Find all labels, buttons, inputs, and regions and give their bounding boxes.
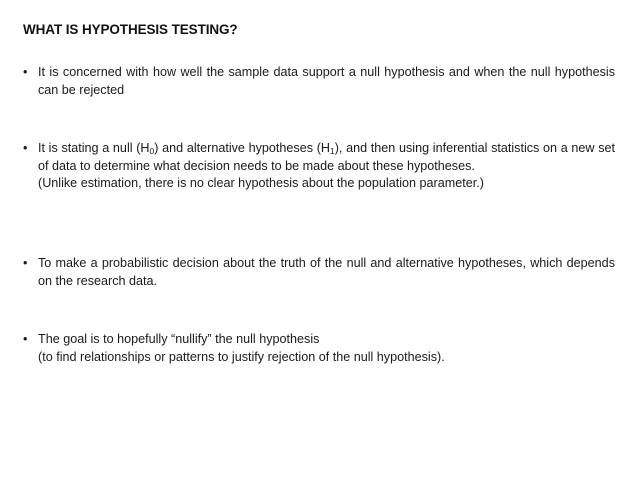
subscript: 1 [330,146,335,156]
bullet-icon: • [23,65,28,79]
bullet-text [38,331,615,366]
bullet-item [23,64,615,99]
bullet-note: (Unlike estimation, there is no clear hypothesis about the population parameter.) [38,176,484,190]
subscript: 0 [149,146,155,156]
bullet-text [38,64,615,99]
bullet-note: (to find relationships or patterns to justify rejection of the null hypothesis). [38,349,445,364]
bullet-text-part: It is stating a null (H [38,141,150,155]
bullet-icon: • [23,141,28,155]
bullet-text-part: To make a probabilistic decision about the truth of the null and alternative hypotheses, which depends on the research data. [38,256,615,288]
bullet-text-part: ), and then using inferential statistics on a new set of data to determine what decision needs to be made about these hypotheses. [38,141,616,173]
bullet-item [23,140,615,193]
bullet-icon: • [23,256,28,270]
bullet-text-part: ) and alternative hypotheses (H [154,141,330,155]
bullet-item [23,255,615,290]
bullet-text-part: It is concerned with how well the sample data support a null hypothesis and when the null hypothesis can be rejected [38,65,615,97]
bullet-item [23,331,615,366]
bullet-text [38,255,615,290]
bullet-text [38,140,615,193]
slide-title: WHAT IS HYPOTHESIS TESTING? [23,22,238,37]
bullet-text-part: The goal is to hopefully “nullify” the null hypothesis [38,332,320,346]
bullet-icon: • [23,332,28,346]
